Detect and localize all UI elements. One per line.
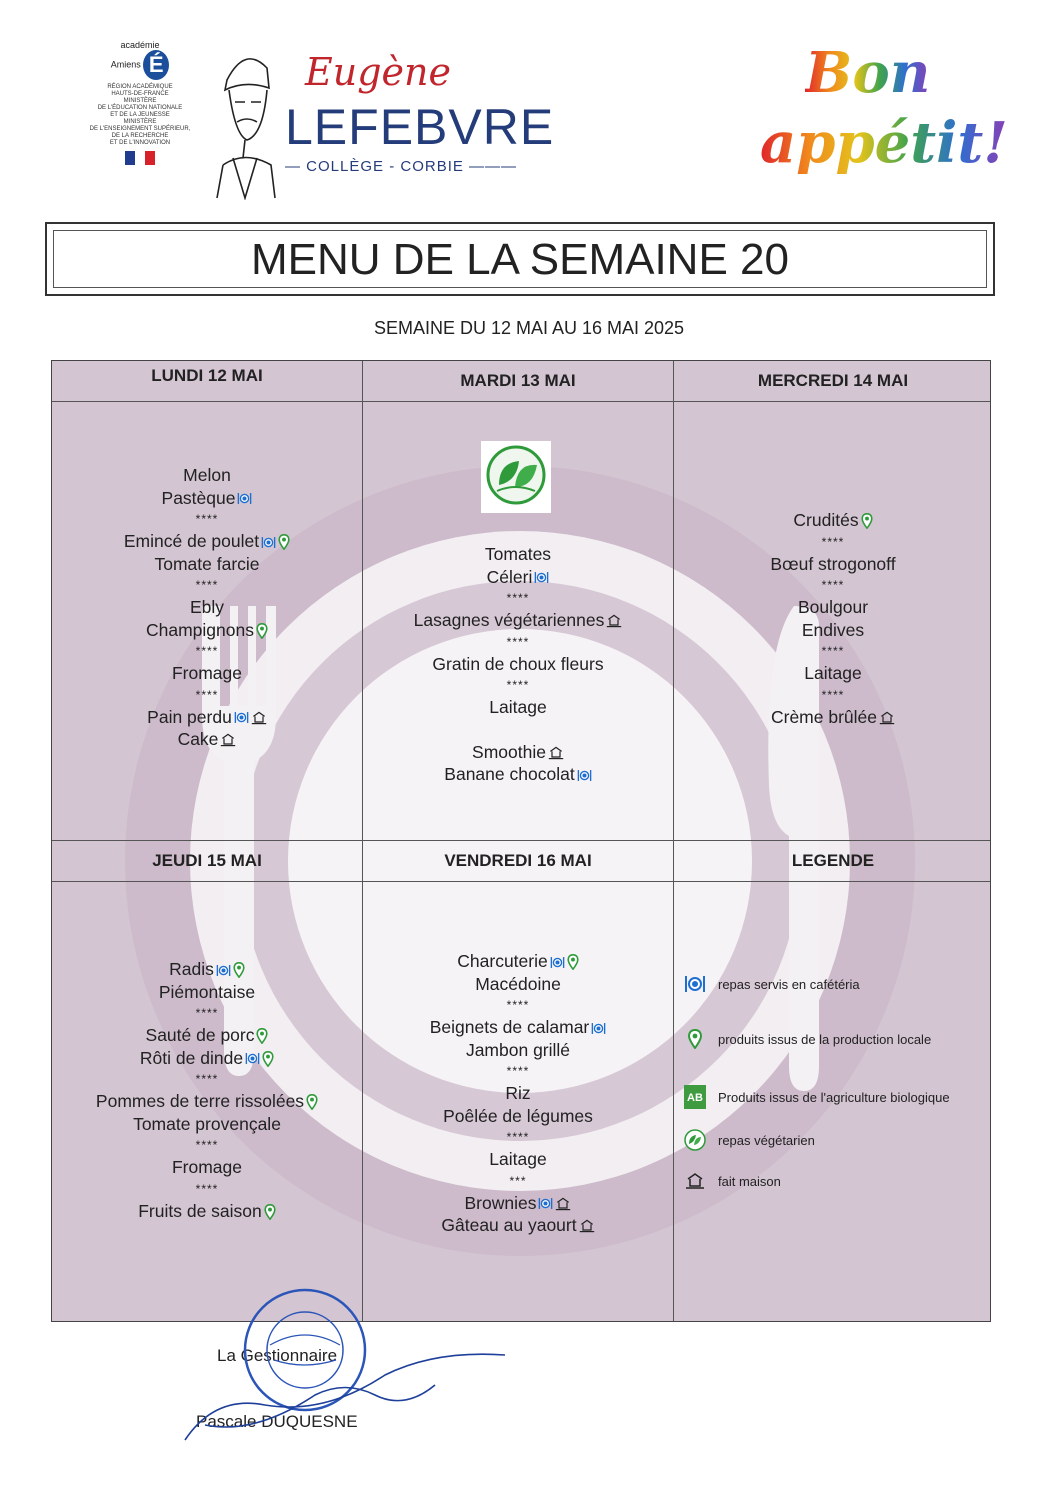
legend-label: Produits issus de l'agriculture biologique [718, 1089, 950, 1105]
course-separator: **** [195, 1072, 219, 1086]
signature-role: La Gestionnaire [217, 1346, 338, 1365]
vegetarian-leaf-icon [684, 1129, 706, 1151]
menu-item-label: Piémontaise [158, 981, 256, 1002]
menu-item [363, 696, 673, 719]
menu-item [52, 1113, 362, 1136]
menu-item-label: Boulgour [797, 597, 869, 617]
course-separator: **** [506, 678, 530, 692]
cafeteria-icon [591, 1021, 606, 1036]
menu-item-label: Crudités [793, 510, 859, 530]
academy-line: ET DE LA JEUNESSE [110, 112, 170, 118]
day-cell-lundi [52, 361, 363, 841]
school-last-name: LEFEBVRE [285, 99, 555, 155]
course-separator: **** [195, 687, 219, 702]
legend-item-cafeteria [684, 975, 860, 996]
day-cell-mercredi [674, 361, 991, 841]
menu-item [674, 553, 991, 576]
course-separator: **** [195, 1181, 219, 1196]
course-separator: **** [195, 1006, 219, 1020]
day-header: LUNDI 12 MAI [52, 361, 362, 402]
menu-items [52, 464, 362, 751]
location-pin-icon [233, 962, 245, 978]
academy-logo [80, 40, 200, 168]
menu-item [363, 1148, 673, 1171]
location-pin-icon [262, 1051, 274, 1067]
menu-item [363, 950, 673, 973]
vegetarian-menu-logo-icon [481, 441, 551, 513]
menu-items [363, 543, 673, 786]
menu-item-label: Pastèque [161, 487, 236, 508]
legend-item-homemade [684, 1173, 781, 1192]
course-separator: **** [506, 1064, 530, 1078]
menu-item [363, 609, 673, 632]
organic-ab-icon [684, 1085, 706, 1109]
day-header: VENDREDI 16 MAI [363, 841, 673, 882]
menu-item-label: Melon [183, 465, 231, 485]
menu-item [52, 1024, 362, 1047]
course-separator: **** [506, 998, 530, 1012]
legend-label: fait maison [718, 1173, 781, 1189]
cafeteria-icon [237, 491, 252, 506]
menu-items [363, 950, 673, 1237]
menu-item [363, 543, 673, 566]
menu-item-label: Poêlée de légumes [443, 1105, 593, 1126]
menu-item-label: Fruits de saison [138, 1200, 262, 1221]
course-separator: **** [506, 634, 530, 649]
menu-item-label: Pain perdu [147, 706, 232, 727]
house-made-icon [220, 733, 236, 747]
menu-item [363, 1082, 673, 1105]
academy-line: MINISTÈRE [123, 98, 157, 104]
day-cell-mardi [363, 361, 674, 841]
menu-item [363, 653, 673, 676]
menu-item [52, 958, 362, 981]
menu-item-label: Sauté de porc [145, 1025, 255, 1045]
menu-item [52, 596, 362, 619]
house-made-icon [606, 614, 622, 628]
menu-item-label: Brownies [464, 1192, 537, 1213]
legend-item-organic [684, 1085, 950, 1112]
signature-name: Pascale DUQUESNE [196, 1412, 358, 1431]
academy-city: Amiens [110, 59, 141, 70]
week-subtitle: SEMAINE DU 12 MAI AU 16 MAI 2025 [373, 318, 685, 338]
menu-item [363, 1105, 673, 1128]
menu-item [363, 1016, 673, 1039]
menu-item [363, 741, 673, 764]
course-separator: **** [506, 1130, 530, 1144]
menu-item [363, 1039, 673, 1062]
menu-item [674, 619, 991, 642]
menu-item [52, 706, 362, 729]
day-cell-vendredi [363, 841, 674, 1322]
menu-item [52, 1156, 362, 1179]
menu-item-label: Tomate farcie [154, 553, 260, 574]
menu-item-label: Lasagnes végétariennes [413, 610, 605, 630]
day-header: MARDI 13 MAI [363, 361, 673, 402]
course-separator: *** [509, 1173, 527, 1188]
location-pin-icon [256, 1028, 268, 1044]
svg-text:AB: AB [687, 1092, 703, 1104]
course-separator: **** [195, 644, 219, 658]
house-made-icon [555, 1197, 571, 1211]
menu-item-label: Rôti de dinde [139, 1047, 244, 1068]
menu-items [52, 958, 362, 1222]
menu-item [52, 487, 362, 510]
course-separator: **** [195, 578, 219, 592]
menu-item [52, 662, 362, 685]
cafeteria-icon [550, 955, 565, 970]
location-pin-icon [278, 534, 290, 550]
course-separator: **** [195, 1138, 219, 1152]
course-separator: **** [821, 687, 845, 702]
menu-item [52, 1090, 362, 1113]
location-pin-icon [861, 513, 873, 529]
menu-item-label: Jambon grillé [465, 1039, 571, 1060]
menu-item [674, 662, 991, 685]
legend-item-local [684, 1029, 931, 1052]
menu-item-label: Emincé de poulet [123, 531, 260, 551]
menu-item-label: Smoothie [472, 741, 546, 762]
menu-item [52, 1200, 362, 1223]
menu-item [363, 763, 673, 786]
menu-item-label: Bœuf strogonoff [770, 553, 896, 574]
bon-text: Bon [805, 40, 931, 106]
legend-label: repas servis en cafétéria [718, 976, 860, 992]
menu-item-label: Laitage [489, 697, 547, 717]
location-pin-icon [264, 1204, 276, 1220]
menu-item [52, 981, 362, 1004]
menu-item [52, 728, 362, 751]
menu-item [363, 973, 673, 996]
school-first-name: Eugène [305, 50, 451, 94]
french-flag-icon [125, 151, 155, 165]
menu-item [52, 619, 362, 642]
menu-item-label: Gâteau au yaourt [441, 1215, 577, 1235]
menu-item-label: Tomates [484, 544, 552, 564]
house-made-icon [579, 1219, 595, 1233]
menu-item-label: Banane chocolat [444, 764, 575, 784]
menu-item-label: Laitage [489, 1149, 547, 1169]
legend-label: repas végétarien [718, 1132, 815, 1148]
house-made-icon [879, 711, 895, 725]
menu-item-label: Beignets de calamar [429, 1017, 590, 1037]
menu-item [52, 530, 362, 553]
legend-cell [674, 841, 991, 1322]
title-box [45, 222, 995, 296]
menu-item [674, 706, 991, 729]
academy-line: DE L'ENSEIGNEMENT SUPÉRIEUR, [89, 126, 191, 132]
bon-appetit-logo [755, 35, 1008, 195]
cafeteria-icon [684, 975, 706, 993]
page-title: MENU DE LA SEMAINE 20 [53, 230, 987, 288]
academy-e-icon: É [143, 50, 169, 80]
menu-item-label: Pommes de terre rissolées [95, 1091, 305, 1111]
course-separator: **** [821, 644, 845, 658]
academy-line: DE LA RECHERCHE [111, 133, 169, 139]
day-header: JEUDI 15 MAI [52, 841, 362, 882]
menu-item-label: Champignons [146, 619, 254, 640]
menu-item-label: Gratin de choux fleurs [432, 653, 604, 674]
cafeteria-icon [577, 768, 592, 783]
academy-line: HAUTS-DE-FRANCE [111, 91, 169, 97]
menu-item-label: Tomate provençale [133, 1113, 281, 1134]
house-made-icon [548, 746, 564, 760]
legend-item-vegetarian [684, 1129, 815, 1154]
legend-label: produits issus de la production locale [718, 1031, 932, 1047]
house-made-icon [685, 1173, 705, 1189]
academy-line: ET DE L'INNOVATION [109, 140, 171, 146]
menu-item [363, 1214, 673, 1237]
menu-item-label: Radis [169, 959, 214, 979]
menu-grid [51, 360, 991, 1322]
menu-item-label: Endives [801, 619, 865, 640]
course-separator: **** [821, 578, 845, 592]
cafeteria-icon [245, 1051, 260, 1066]
day-cell-jeudi [52, 841, 363, 1322]
menu-item-label: Ebly [189, 597, 225, 617]
academy-line: MINISTÈRE [123, 119, 157, 125]
course-separator: **** [821, 534, 845, 549]
menu-item-label: Cake [177, 729, 219, 749]
school-logo [205, 40, 555, 200]
menu-item-label: Fromage [171, 663, 243, 683]
menu-item-label: Fromage [171, 1157, 243, 1177]
location-pin-icon [567, 954, 579, 970]
spacer [363, 719, 673, 741]
menu-item-label: Laitage [804, 663, 862, 683]
day-header: MERCREDI 14 MAI [674, 361, 991, 402]
portrait-sketch-icon [205, 40, 285, 200]
menu-item [674, 509, 991, 532]
menu-item-label: Macédoine [475, 973, 561, 994]
course-separator: **** [506, 591, 530, 605]
menu-item [363, 566, 673, 589]
menu-items [674, 509, 991, 728]
menu-item [363, 1192, 673, 1215]
appetit-text: appétit! [760, 110, 1008, 176]
cafeteria-icon [534, 570, 549, 585]
menu-item [52, 464, 362, 487]
academy-line: DE L'ÉDUCATION NATIONALE [97, 105, 183, 111]
menu-item [52, 553, 362, 576]
legend-header: LEGENDE [674, 841, 991, 882]
academy-name: académie [120, 40, 160, 50]
menu-item-label: Céleri [486, 566, 533, 587]
menu-item [674, 596, 991, 619]
location-pin-icon [688, 1029, 702, 1049]
handwritten-signature-icon [175, 1335, 515, 1455]
house-made-icon [251, 711, 267, 725]
menu-item [52, 1047, 362, 1070]
cafeteria-icon [261, 535, 276, 550]
course-separator: **** [195, 512, 219, 526]
academy-line: RÉGION ACADÉMIQUE [107, 84, 173, 90]
cafeteria-icon [538, 1196, 553, 1211]
cafeteria-icon [216, 963, 231, 978]
school-subtitle: — COLLÈGE - CORBIE ——— [285, 158, 518, 175]
menu-item-label: Riz [505, 1083, 531, 1103]
location-pin-icon [256, 623, 268, 639]
menu-item-label: Charcuterie [457, 951, 548, 971]
cafeteria-icon [234, 710, 249, 725]
menu-item-label: Crème brûlée [770, 706, 878, 727]
location-pin-icon [306, 1094, 318, 1110]
